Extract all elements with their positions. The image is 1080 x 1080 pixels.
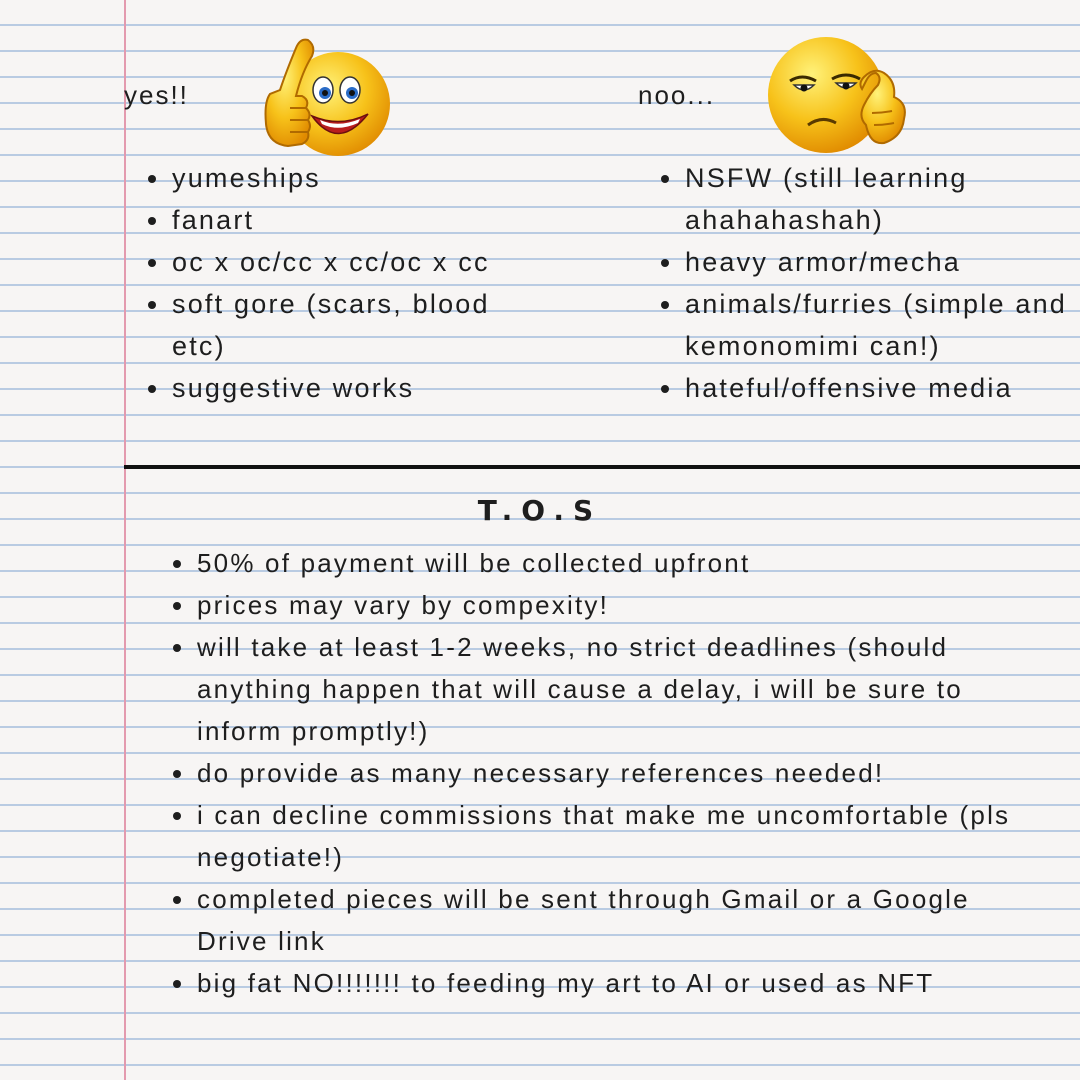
list-item: fanart	[146, 199, 526, 241]
tos-list	[171, 542, 1031, 1004]
list-item: animals/furries (simple and kemonomimi can!)	[659, 283, 1069, 367]
list-item: heavy armor/mecha	[659, 241, 1069, 283]
section-divider	[124, 465, 1080, 469]
list-item: completed pieces will be sent through Gmail or a Google Drive link	[171, 878, 1031, 962]
notebook-margin-line	[124, 0, 126, 1080]
list-item: big fat NO!!!!!!! to feeding my art to AI or used as NFT	[171, 962, 1031, 1004]
list-item: NSFW (still learning ahahahashah)	[659, 157, 1069, 241]
list-item: hateful/offensive media	[659, 367, 1069, 409]
list-item: i can decline commissions that make me uncomfortable (pls negotiate!)	[171, 794, 1031, 878]
tos-title: T.O.S	[477, 494, 603, 527]
no-label: noo...	[638, 80, 716, 110]
list-item: yumeships	[146, 157, 526, 199]
thumbs-up-smiley-icon	[250, 32, 392, 164]
no-list	[659, 157, 1069, 409]
list-item: soft gore (scars, blood etc)	[146, 283, 526, 367]
list-item: do provide as many necessary references needed!	[171, 752, 1031, 794]
list-item: suggestive works	[146, 367, 526, 409]
yes-list	[146, 157, 526, 409]
unimpressed-smiley-icon	[762, 33, 914, 157]
list-item: prices may vary by compexity!	[171, 584, 1031, 626]
list-item: oc x oc/cc x cc/oc x cc	[146, 241, 526, 283]
list-item: will take at least 1-2 weeks, no strict deadlines (should anything happen that will cause a delay, i will be sure to inform promptly!)	[171, 626, 1031, 752]
list-item: 50% of payment will be collected upfront	[171, 542, 1031, 584]
yes-label: yes!!	[124, 80, 189, 110]
